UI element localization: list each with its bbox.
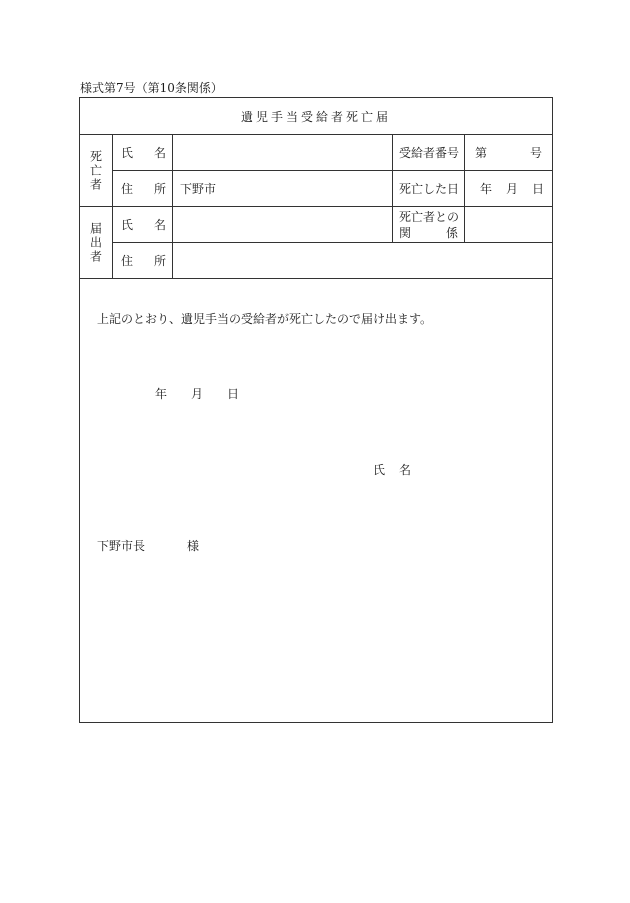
form-title: 遺児手当受給者死亡届 [240, 109, 391, 124]
notifier-name-label: 氏 名 [121, 218, 166, 232]
signature-line[interactable]: 氏 名 [373, 463, 412, 477]
death-date-label: 死亡した日 [399, 182, 460, 196]
addressee-line: 下野市長 様 [97, 539, 200, 553]
notifier-name-field[interactable] [173, 207, 392, 242]
statement-text: 上記のとおり、遺児手当の受給者が死亡したので届け出ます。 [97, 312, 433, 326]
rule-table-bottom [80, 278, 552, 279]
relation-label: 死亡者との 関 係 [399, 209, 460, 240]
submission-date-line[interactable]: 年 月 日 [155, 387, 240, 401]
deceased-name-field[interactable] [173, 135, 392, 170]
recipient-number-label: 受給者番号 [399, 146, 460, 160]
deceased-address-field[interactable]: 下野市 [180, 182, 217, 196]
notifier-address-field[interactable] [173, 243, 552, 278]
deceased-address-label: 住 所 [121, 182, 166, 196]
relation-field[interactable] [465, 207, 552, 242]
death-date-field[interactable]: 年 月 日 [479, 182, 544, 196]
notifier-section-label: 届出者 [88, 221, 103, 264]
deceased-section-label: 死亡者 [88, 149, 103, 192]
notifier-address-label: 住 所 [121, 254, 166, 268]
deceased-name-label: 氏 名 [121, 146, 166, 160]
form-reference: 様式第7号（第10条関係） [80, 81, 223, 95]
recipient-number-field[interactable]: 第 号 [475, 146, 542, 160]
form-frame [79, 97, 553, 723]
